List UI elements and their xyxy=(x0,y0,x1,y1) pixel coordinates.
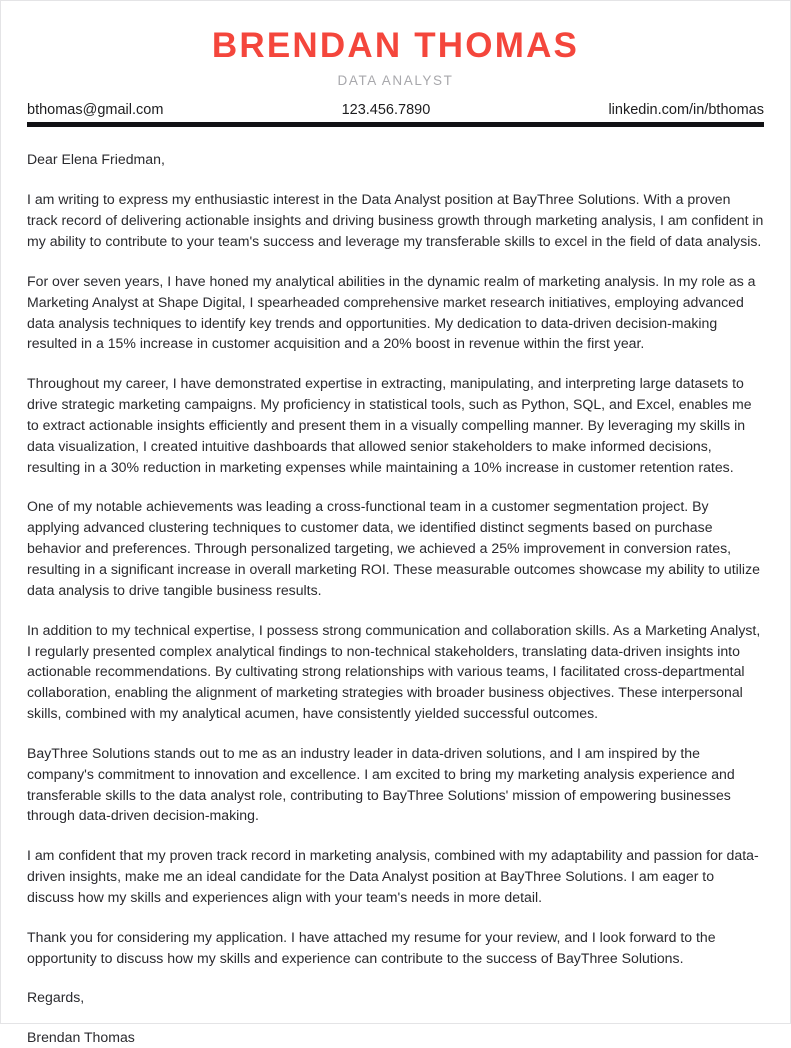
letterhead xyxy=(27,1,764,127)
letter-paragraph: Throughout my career, I have demonstrated expertise in extracting, manipulating, and interpreting large datasets to drive strategic marketing campaigns. My proficiency in statistical tools, such as Python, SQL, and Excel, enables me to extract actionable insights efficiently and present them in a visually compelling manner. By leveraging my skills in data visualization, I created intuitive dashboards that allowed senior stakeholders to make informed decisions, resulting in a 30% reduction in marketing expenses while maintaining a 10% increase in customer retention rates. xyxy=(27,375,752,475)
letter-paragraph: I am writing to express my enthusiastic interest in the Data Analyst position at BayThree Solutions. With a proven track record of delivering actionable insights and driving business growth through marketing analysis, I am confident in my ability to contribute to your team's success and leverage my transferable skills to excel in the field of data analysis. xyxy=(27,191,764,250)
signature-name: Brendan Thomas xyxy=(27,1029,135,1046)
letter-paragraph: For over seven years, I have honed my analytical abilities in the dynamic realm of marketing analysis. In my role as a Marketing Analyst at Shape Digital, I spearheaded comprehensive market research initiatives, employing advanced data analysis techniques to identify key trends and opportunities. My dedication to data-driven decision-making resulted in a 15% increase in customer acquisition and a 20% boost in revenue within the first year. xyxy=(27,272,756,352)
contact-row xyxy=(27,102,764,121)
letter-paragraph: In addition to my technical expertise, I possess strong communication and collaboration skills. As a Marketing Analyst, I regularly presented complex analytical findings to non-technical stakeholders, translating data-driven insights into actionable recommendations. By cultivating strong relationships with various teams, I facilitated cross-departmental collaboration, enabling the alignment of marketing strategies with broader business objectives. These interpersonal skills, combined with my analytical acumen, have consistently yielded successful outcomes. xyxy=(27,621,761,722)
letter-paragraph: One of my notable achievements was leading a cross-functional team in a customer segmentation project. By applying advanced clustering techniques to customer data, we identified distinct segments based on purchase behavior and preferences. Through personalized targeting, we achieved a 25% improvement in conversion rates, resulting in a significant increase in overall marketing ROI. These measurable outcomes showcase my ability to utilize data analysis to drive tangible business results. xyxy=(27,498,760,598)
contact-linkedin[interactable]: linkedin.com/in/bthomas xyxy=(608,102,764,119)
header-divider xyxy=(27,122,764,127)
letter-paragraph: Thank you for considering my application. I have attached my resume for your review, and I look forward to the opportunity to discuss how my skills and experience can contribute to the success of BayThree Solutions. xyxy=(27,928,716,966)
letter-body xyxy=(27,149,764,1048)
contact-email[interactable]: bthomas@gmail.com xyxy=(27,102,164,119)
contact-phone[interactable]: 123.456.7890 xyxy=(341,102,431,119)
letter-paragraph: BayThree Solutions stands out to me as an industry leader in data-driven solutions, and I am inspired by the company's commitment to innovation and excellence. I am excited to bring my marketing analysis experience and transferable skills to the data analyst role, contributing to BayThree Solutions' mission of empowering businesses through data-driven decision-making. xyxy=(27,744,735,824)
closing-salutation: Regards, xyxy=(27,989,85,1006)
letter-paragraph: I am confident that my proven track record in marketing analysis, combined with my adaptability and passion for data-driven insights, make me an ideal candidate for the Data Analyst position at BayThree Solutions. I am eager to discuss how my skills and experiences align with your team's needs in more detail. xyxy=(27,847,759,905)
page-title: BRENDAN THOMAS xyxy=(211,26,580,65)
salutation: Dear Elena Friedman, xyxy=(27,151,165,168)
job-title: DATA ANALYST xyxy=(337,73,454,89)
